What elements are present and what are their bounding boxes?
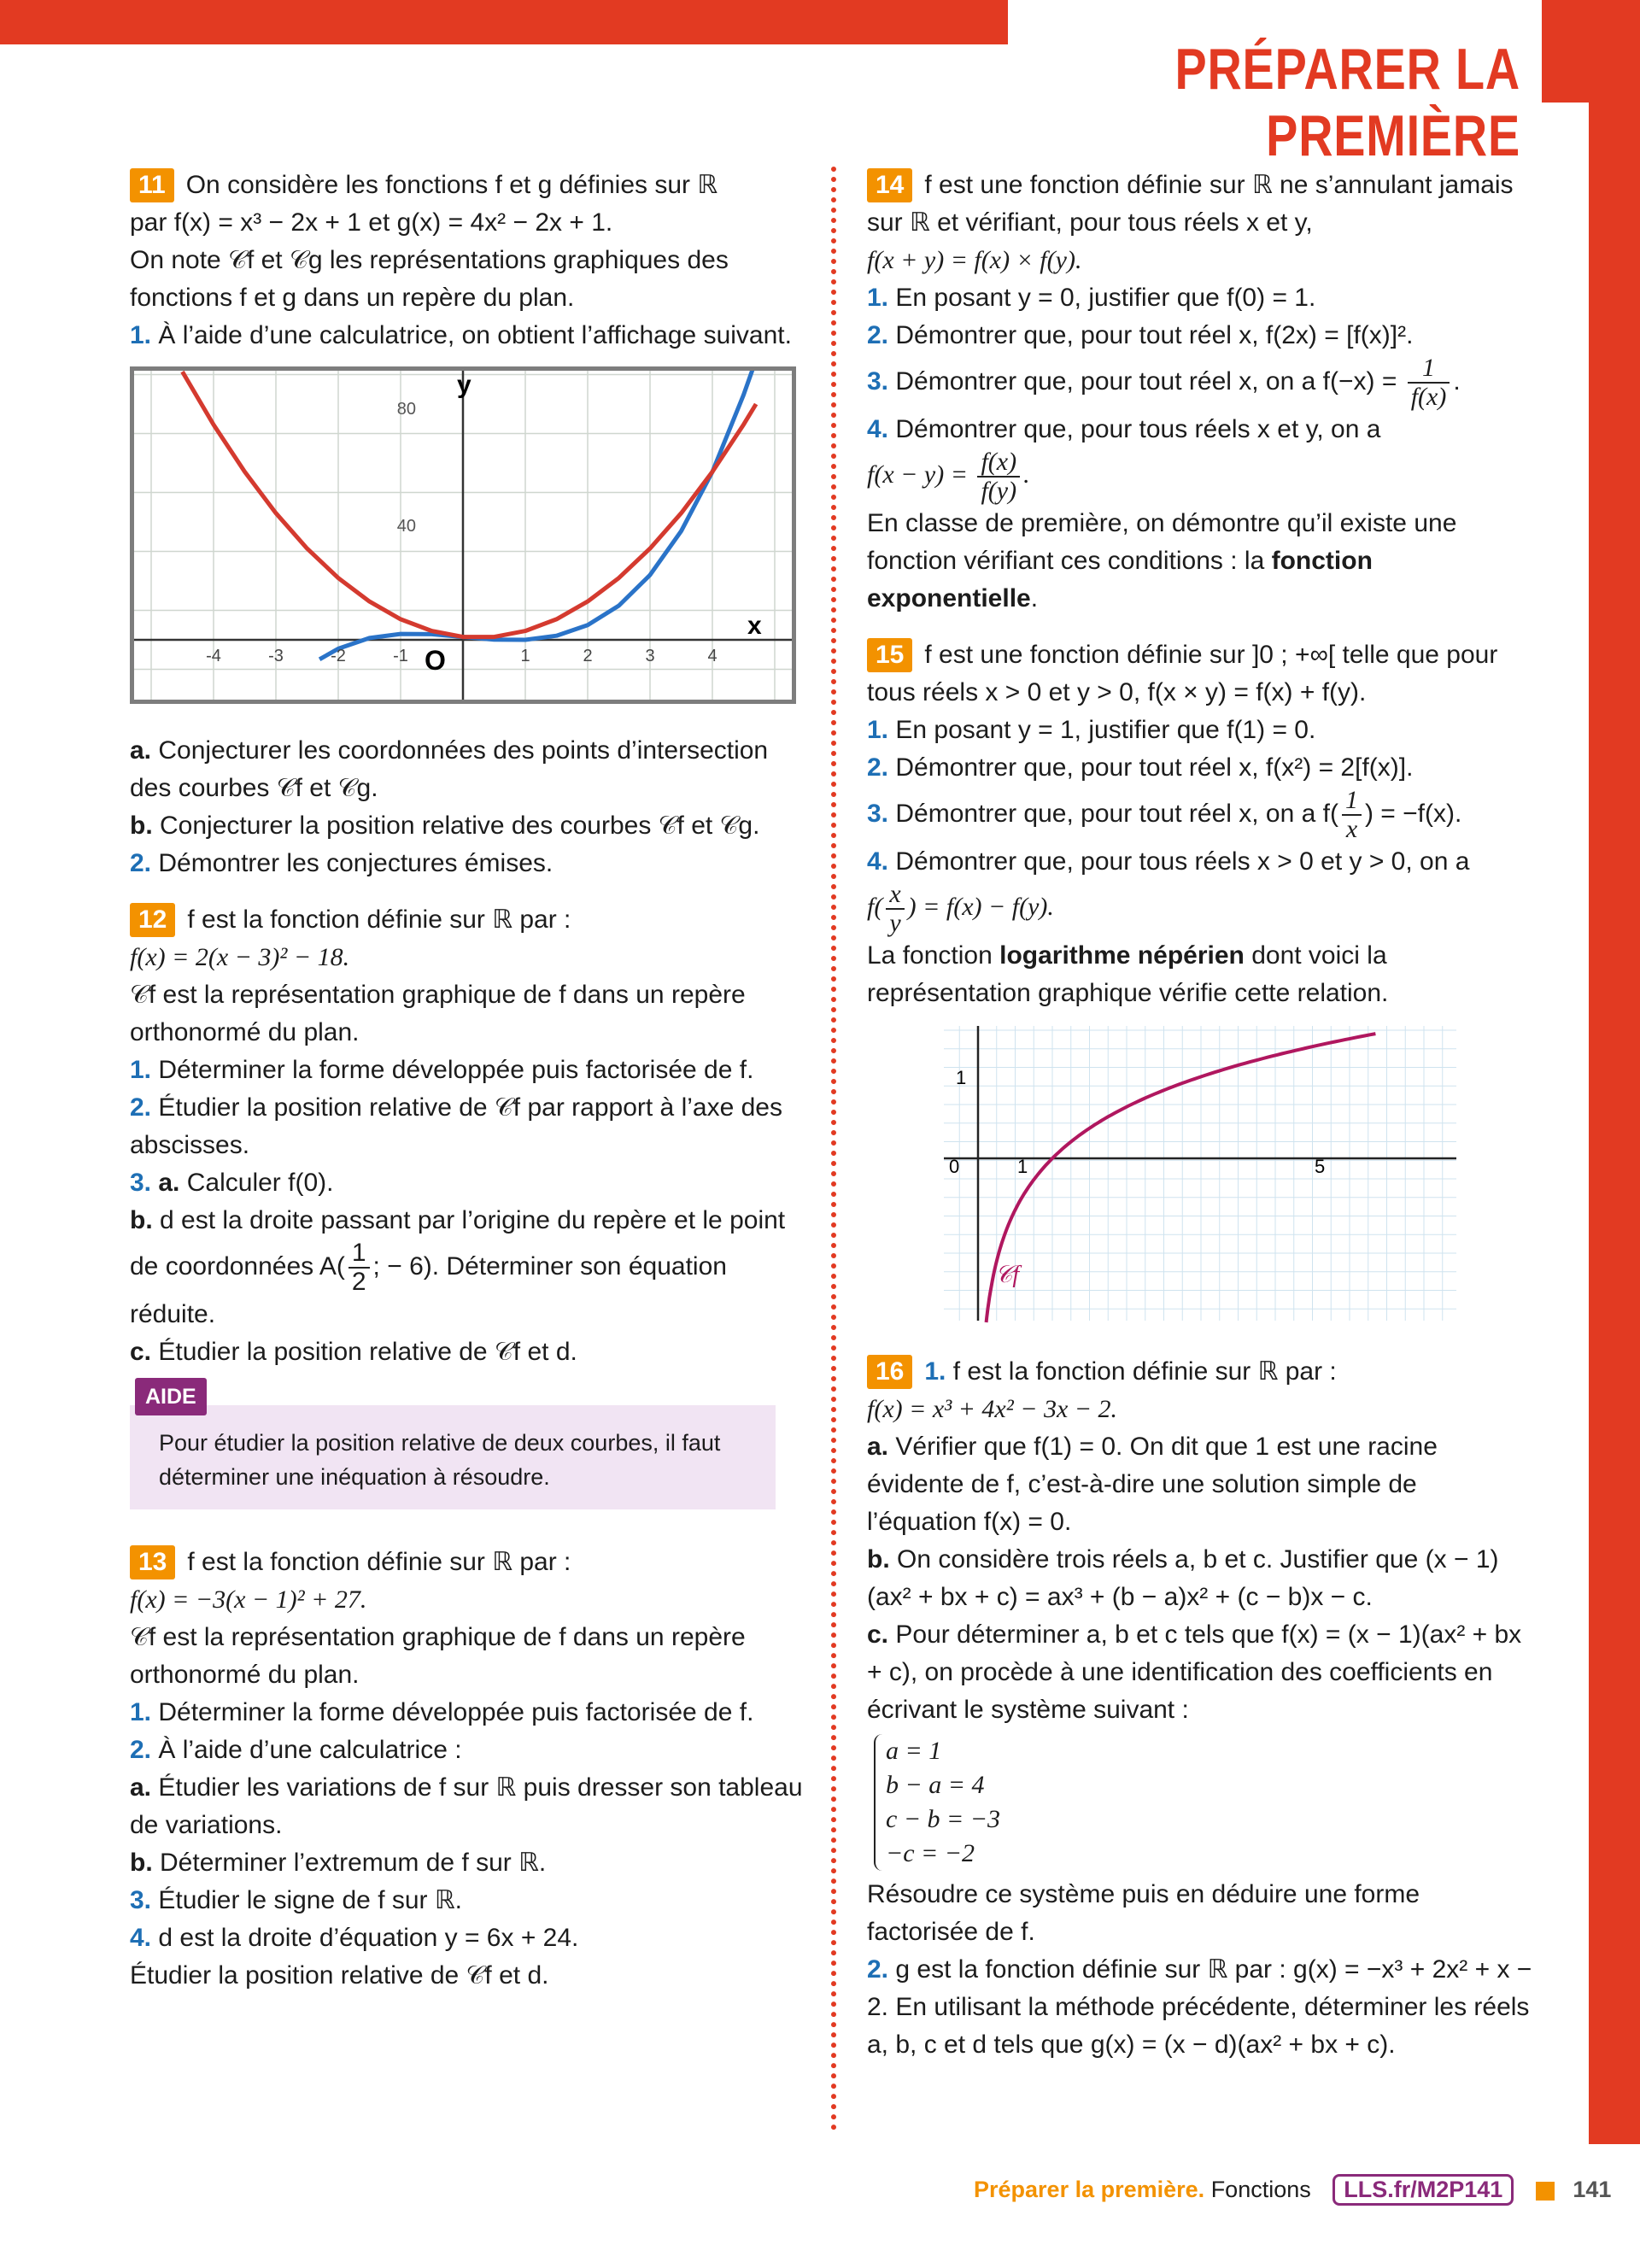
ex15-outro-end: dont voici la représentation graphique vérifie cette relation.	[867, 941, 1389, 1007]
ex16-qc-end: Résoudre ce système puis en déduire une forme factorisée de f.	[867, 1880, 1420, 1946]
question-number: 1.	[130, 321, 152, 349]
ex14-q4-lhs: f(x − y) =	[867, 460, 968, 489]
ex15-outro: La fonction	[867, 941, 993, 970]
exercise-number: 13	[130, 1545, 175, 1579]
question-number: 1.	[867, 284, 889, 312]
question-letter: b.	[130, 1206, 153, 1234]
exercise-11	[130, 167, 805, 882]
question-number: 3.	[130, 1169, 152, 1197]
question-number: 4.	[867, 847, 889, 876]
page-number: 141	[1573, 2177, 1612, 2202]
ex13-intro: f est la fonction définie sur ℝ par :	[187, 1548, 571, 1576]
ex16-qa: Vérifier que f(1) = 0. On dit que 1 est une racine évidente de f, c’est-à-dire une solution simple de l’équation f(x) = 0.	[867, 1433, 1438, 1536]
question-letter: a.	[867, 1433, 889, 1461]
x-tick-label: 1	[1017, 1156, 1028, 1177]
y-tick-label: 40	[396, 517, 416, 536]
ex12-q1: Déterminer la forme développée puis factorisée de f.	[158, 1056, 754, 1084]
fraction	[1342, 787, 1362, 843]
ex14-q3: Démontrer que, pour tout réel x, on a f(−x) =	[895, 366, 1397, 396]
ex11-functions: par f(x) = x³ − 2x + 1 et g(x) = 4x² − 2x + 1.	[130, 208, 613, 237]
top-bar	[0, 0, 1008, 44]
ex15-q4: Démontrer que, pour tous réels x > 0 et y > 0, on a	[895, 847, 1470, 876]
help-box	[130, 1385, 776, 1509]
footer-link[interactable]: LLS.fr/M2P141	[1332, 2174, 1514, 2206]
ex13-q4: d est la droite d’équation y = 6x + 24.	[158, 1924, 579, 1952]
fraction	[977, 448, 1020, 505]
help-text: Pour étudier la position relative de deux courbes, il faut déterminer une inéquation à résoudre.	[159, 1430, 721, 1490]
ex13-q3: Étudier le signe de f sur ℝ.	[158, 1886, 462, 1914]
y-tick-label: 1	[956, 1067, 967, 1088]
question-letter: b.	[130, 1849, 153, 1877]
x-tick-label: 5	[1315, 1156, 1326, 1177]
ex14-outro: En classe de première, on démontre qu’il existe une fonction vérifiant ces conditions : la	[867, 509, 1457, 575]
system-line: b − a = 4	[886, 1771, 985, 1799]
question-letter: c.	[867, 1620, 889, 1649]
right-column	[867, 167, 1533, 2064]
exercise-12	[130, 901, 805, 1509]
column-divider	[831, 167, 836, 2131]
calc-grid	[134, 371, 792, 700]
y-axis-label: y	[457, 371, 472, 399]
exercise-number: 12	[130, 903, 175, 937]
ex13-q2: À l’aide d’une calculatrice :	[158, 1736, 462, 1764]
logarithm-graph	[944, 1026, 1465, 1325]
numerator: 1	[1342, 787, 1362, 816]
ex11-qb: Conjecturer la position relative des courbes 𝒞f et 𝒞g.	[160, 812, 760, 840]
side-bar	[1589, 103, 1640, 2144]
ex16-qc: Pour déterminer a, b et c tels que f(x) = (x − 1)(ax² + bx + c), on procède à une identification des coefficients en écrivant le système suivant :	[867, 1620, 1522, 1724]
question-number: 3.	[867, 366, 889, 396]
ex11-intro: On considère les fonctions f et g définies sur ℝ	[185, 171, 718, 199]
footer	[974, 2174, 1611, 2206]
question-number: 1.	[130, 1698, 152, 1726]
numerator: 1	[348, 1239, 370, 1269]
denominator: y	[889, 909, 901, 937]
ex12-q3a: Calculer f(0).	[186, 1169, 334, 1197]
footer-square-icon	[1536, 2182, 1555, 2201]
question-number: 4.	[867, 415, 889, 443]
x-tick-label: 3	[645, 647, 655, 665]
question-number: 2.	[867, 753, 889, 782]
ex15-intro: f est une fonction définie sur ]0 ; +∞[ telle que pour tous réels x > 0 et y > 0, f(x × y) = f(x) + f(y).	[867, 641, 1498, 706]
x-axis-label: x	[747, 612, 762, 640]
x-tick-labels	[206, 647, 717, 665]
ex16-intro: f est la fonction définie sur ℝ par :	[952, 1357, 1337, 1386]
left-column	[130, 167, 805, 1995]
denominator: 2	[351, 1268, 366, 1296]
ex14-intro: f est une fonction définie sur ℝ ne s’annulant jamais sur ℝ et vérifiant, pour tous réels x et y,	[867, 171, 1514, 237]
series-line-g	[183, 372, 757, 636]
ex14-outro-end: .	[1030, 584, 1039, 612]
y-tick-label: 80	[396, 400, 416, 419]
question-number: 2.	[867, 321, 889, 349]
question-number: 3.	[867, 799, 889, 828]
ex12-q2: Étudier la position relative de 𝒞f par rapport à l’axe des abscisses.	[130, 1093, 782, 1159]
exercise-15	[867, 636, 1533, 1353]
exercise-16	[867, 1353, 1533, 2064]
x-tick-label: 4	[707, 647, 718, 665]
question-number: 3.	[130, 1886, 152, 1914]
fraction	[886, 881, 904, 937]
denominator: x	[1345, 815, 1358, 843]
exercise-number: 15	[867, 638, 912, 672]
footer-section: Fonctions	[1210, 2177, 1311, 2202]
question-number: 2.	[130, 849, 152, 877]
page-title: PRÉPARER LA PREMIÈRE	[1174, 37, 1520, 168]
ex14-outro-bold: fonction exponentielle	[867, 547, 1373, 612]
series-line-f	[319, 366, 762, 659]
fraction	[1408, 355, 1450, 411]
exercise-number: 11	[130, 168, 174, 202]
ex11-q1: À l’aide d’une calculatrice, on obtient l’affichage suivant.	[158, 321, 792, 349]
question-number: 1.	[924, 1357, 946, 1386]
denominator: f(y)	[981, 477, 1017, 505]
question-letter: a.	[130, 1773, 152, 1802]
exercise-14: 14 f est une fonction définie sur ℝ ne s’annulant jamais sur ℝ et vérifiant, pour tous réels x et y, f(x + y) = f(x) × f(y). 1. En posant y = 0, justifier que f(0) = 1. 2. Démontrer que, pour tout réel x, f(2x) = [f(x)]². 3. Démontrer que, pour tout réel x, on a f(−x) = $\frac{1}{f(x)}$ . 4. Démontrer que, pour tous réels x et y, on a f(x − y) = $\frac{f(x)}{f(y)}$ . En classe de première, on démontre qu’il existe une fonction vérifiant ces conditions : la fonction exponentielle.	[867, 167, 1533, 618]
ex13-q4b: Étudier la position relative de 𝒞f et d.	[130, 1961, 549, 1990]
calc-curves	[183, 366, 763, 659]
x-tick-label: 2	[583, 647, 593, 665]
ex16-q2: g est la fonction définie sur ℝ par : g(x) = −x³ + 2x² + x − 2. En utilisant la méthode précédente, déterminer les réels a, b, c et d tels que g(x) = (x − d)(ax² + bx + c).	[867, 1955, 1532, 2059]
help-tag: AIDE	[135, 1378, 207, 1415]
footer-lead: Préparer la première.	[974, 2177, 1205, 2202]
ex13-function: f(x) = −3(x − 1)² + 27.	[130, 1585, 367, 1614]
question-letter: a.	[158, 1169, 180, 1197]
x-tick-label: 1	[520, 647, 530, 665]
numerator: f(x)	[977, 448, 1020, 478]
ex15-q4-lhs: f(	[867, 892, 883, 921]
ex15-q3: Démontrer que, pour tout réel x, on a f(	[895, 799, 1338, 828]
ex12-function: f(x) = 2(x − 3)² − 18.	[130, 943, 350, 971]
ex15-q4-rhs: ) = f(x) − f(y).	[907, 892, 1054, 921]
ex11-qa: Conjecturer les coordonnées des points d’intersection des courbes 𝒞f et 𝒞g.	[130, 736, 769, 802]
corner-tab	[1542, 0, 1640, 103]
ex13-q1: Déterminer la forme développée puis factorisée de f.	[158, 1698, 754, 1726]
ex12-q3c: Étudier la position relative de 𝒞f et d.	[158, 1338, 577, 1366]
question-number: 2.	[130, 1093, 152, 1122]
question-number: 1.	[130, 1056, 152, 1084]
question-number: 2.	[867, 1955, 889, 1984]
question-number: 2.	[130, 1736, 152, 1764]
ex12-intro: f est la fonction définie sur ℝ par :	[187, 905, 571, 934]
ex15-q1: En posant y = 1, justifier que f(1) = 0.	[895, 716, 1316, 744]
system-line: −c = −2	[886, 1839, 975, 1867]
question-letter: b.	[130, 812, 153, 840]
question-number: 1.	[867, 716, 889, 744]
question-letter: a.	[130, 736, 152, 765]
ex15-q3-end: ) = −f(x).	[1364, 799, 1462, 828]
ln-curve	[987, 1034, 1376, 1322]
ex16-function: f(x) = x³ + 4x² − 3x − 2.	[867, 1395, 1118, 1423]
ex11-notation: On note 𝒞f et 𝒞g les représentations graphiques des fonctions f et g dans un repère du plan.	[130, 246, 729, 312]
ex14-q4: Démontrer que, pour tous réels x et y, on a	[895, 415, 1381, 443]
ex11-q2: Démontrer les conjectures émises.	[158, 849, 554, 877]
question-letter: b.	[867, 1545, 890, 1574]
ex12-q3b-end: ; − 6). Déterminer son équation réduite.	[130, 1251, 727, 1328]
system-line: a = 1	[886, 1737, 942, 1765]
fraction	[348, 1239, 370, 1296]
exercise-13	[130, 1544, 805, 1995]
x-tick-label: -1	[393, 647, 408, 665]
origin-label: O	[425, 645, 446, 676]
question-number: 4.	[130, 1924, 152, 1952]
equation-system	[874, 1734, 1000, 1871]
ex14-relation: f(x + y) = f(x) × f(y).	[867, 246, 1082, 274]
ex13-qb: Déterminer l’extremum de f sur ℝ.	[160, 1849, 547, 1877]
ex12-curve: 𝒞f est la représentation graphique de f dans un repère orthonormé du plan.	[130, 981, 746, 1046]
curve-label: 𝒞f	[995, 1262, 1020, 1288]
numerator: x	[886, 881, 904, 910]
x-tick-label: -4	[206, 647, 221, 665]
ex15-outro-bold: logarithme népérien	[999, 941, 1245, 970]
x-tick-label: -2	[331, 647, 346, 665]
ex12-q3b-start: d est la droite passant par l’origine du repère et le point de coordonnées A(	[130, 1206, 786, 1281]
ex14-q1: En posant y = 0, justifier que f(0) = 1.	[895, 284, 1316, 312]
question-letter: c.	[130, 1338, 152, 1366]
calculator-graph	[130, 366, 796, 704]
x-tick-label: -3	[268, 647, 284, 665]
ex14-q2: Démontrer que, pour tout réel x, f(2x) = [f(x)]².	[895, 321, 1414, 349]
system-line: c − b = −3	[886, 1805, 1001, 1833]
ex13-curve: 𝒞f est la représentation graphique de f dans un repère orthonormé du plan.	[130, 1623, 746, 1689]
origin-label: 0	[949, 1156, 960, 1177]
exercise-number: 14	[867, 168, 912, 202]
ex16-qb: On considère trois réels a, b et c. Justifier que (x − 1)(ax² + bx + c) = ax³ + (b − a)x² + (c − b)x − c.	[867, 1545, 1499, 1611]
ex15-q2: Démontrer que, pour tout réel x, f(x²) = 2[f(x)].	[895, 753, 1414, 782]
exercise-number: 16	[867, 1355, 912, 1389]
numerator: 1	[1408, 355, 1450, 384]
ex13-qa: Étudier les variations de f sur ℝ puis dresser son tableau de variations.	[130, 1773, 803, 1839]
denominator: f(x)	[1410, 383, 1447, 411]
